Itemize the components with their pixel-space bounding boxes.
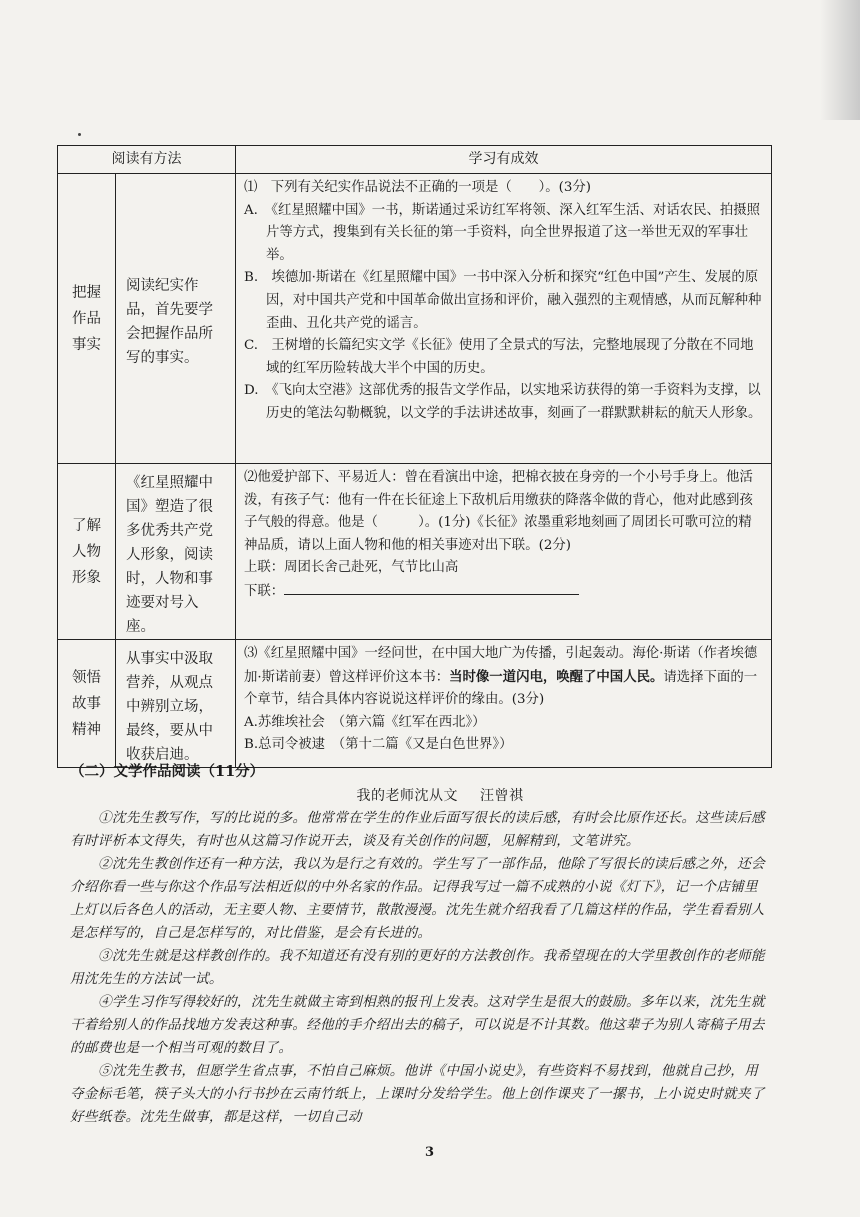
scan-speck <box>78 133 81 136</box>
header-result: 学习有成效 <box>236 146 772 174</box>
chapter-option-b: B.总司令被逮 （第十二篇《又是白色世界》） <box>244 737 513 753</box>
category-cell <box>58 464 116 640</box>
question-cell <box>236 640 772 768</box>
category-cell <box>58 640 116 768</box>
option-b: B. 埃德加·斯诺在《红星照耀中国》一书中深入分析和探究“红色中国”产生、发展的原因，对中国共产党和中国革命做出宣扬和评价，融入强烈的主观情感，从而瓦解种种歪曲、丑化共产党的谣言。 <box>244 270 762 331</box>
question-cell <box>236 174 772 464</box>
quote-bold: 当时像一道闪电，唤醒了中国人民。 <box>449 668 664 685</box>
page-number: 3 <box>425 1145 435 1160</box>
couplet-lower-label: 下联： <box>244 583 285 599</box>
category-line: 形象 <box>72 569 101 586</box>
category-line: 人物 <box>72 543 101 560</box>
question-cell <box>236 464 772 640</box>
method-description: 《红星照耀中国》塑造了很多优秀共产党人形象，阅读时，人物和事迹要对号入座。 <box>116 464 236 640</box>
option-d: D. 《飞向太空港》这部优秀的报告文学作品，以实地采访获得的第一手资料为支撑，以历史的笔法勾勒概貌，以文学的手法讲述故事，刻画了一群默默耕耘的航天人形象。 <box>244 383 762 421</box>
question-text-a: ⑶《红星照耀中国》一经问世，在中国大地广为传播，引起轰动。海伦·斯诺（作者埃德加·斯诺前妻）曾这样评价这本书： <box>244 646 758 685</box>
couplet-upper: 上联：周团长舍己赴死，气节比山高 <box>244 560 459 576</box>
table-row <box>58 174 772 464</box>
question-text: ⑵他爱护部下、平易近人：曾在看演出中途，把棉衣披在身旁的一个小号手身上。他活泼，有孩子气：他有一件在长征途上下敌机后用缴获的降落伞做的背心，他对此感到孩子气般的得意。他是（ ）。(1分)《长征》浓墨重彩地刻画了周团长可歌可泣的精神品质，请以上面人物和他的相关事迹对出下联。(2分) <box>244 470 753 553</box>
section-title: （二）文学作品阅读（11分） <box>70 763 265 780</box>
category-line: 把握 <box>72 284 101 301</box>
method-description: 从事实中汲取营养，从观点中辨别立场，最终，要从中收获启迪。 <box>116 640 236 768</box>
method-description: 阅读纪实作品，首先要学会把握作品所写的事实。 <box>116 174 236 464</box>
answer-blank[interactable] <box>284 580 579 595</box>
paragraph: ①沈先生教写作，写的比说的多。他常常在学生的作业后面写很长的读后感，有时会比原作还长。这些读后感有时评析本文得失，有时也从这篇习作说开去，谈及有关创作的问题，见解精到，文笔讲究。 <box>70 810 765 849</box>
article-title-text: 我的老师沈从文 <box>356 788 458 804</box>
table-header-row <box>58 146 772 174</box>
header-method: 阅读有方法 <box>58 146 236 174</box>
question-stem: ⑴ 下列有关纪实作品说法不正确的一项是（ ）。(3分) <box>244 180 592 195</box>
category-line: 作品 <box>72 310 101 327</box>
paragraph: ④学生习作写得较好的，沈先生就做主寄到相熟的报刊上发表。这对学生是很大的鼓励。多年以来，沈先生就干着给别人的作品找地方发表这种事。经他的手介绍出去的稿子，可以说是不计其数。他这辈子为别人寄稿子用去的邮费也是一个相当可观的数目了。 <box>70 994 765 1056</box>
chapter-option-a: A.苏维埃社会 （第六篇《红军在西北》） <box>244 714 486 730</box>
scan-edge-shadow <box>820 0 860 120</box>
literature-reading-section <box>70 760 770 1129</box>
article-title <box>110 785 770 805</box>
reading-method-table <box>57 145 772 768</box>
question-text <box>244 643 765 712</box>
couplet-lower <box>244 580 765 604</box>
table-row <box>58 640 772 768</box>
category-line: 了解 <box>72 517 101 534</box>
option-a: A. 《红星照耀中国》一书，斯诺通过采访红军将领、深入红军生活、对话农民、拍摄照片等方式，搜集到有关长征的第一手资料，向全世界报道了这一举世无双的军事壮举。 <box>244 202 761 263</box>
paragraph: ③沈先生就是这样教创作的。我不知道还有没有别的更好的方法教创作。我希望现在的大学里教创作的老师能用沈先生的方法试一试。 <box>70 948 765 987</box>
table-row <box>58 464 772 640</box>
paragraph: ⑤沈先生教书，但愿学生省点事，不怕自己麻烦。他讲《中国小说史》，有些资料不易找到，他就自己抄，用夺金标毛笔，筷子头大的小行书抄在云南竹纸上，上课时分发给学生。他上创作课夹了一摞书，上小说史时就夹了好些纸卷。沈先生做事，都是这样，一切自己动 <box>70 1063 765 1125</box>
category-line: 领悟 <box>72 669 101 686</box>
article-author: 汪曾祺 <box>480 788 524 804</box>
option-c: C. 王树增的长篇纪实文学《长征》使用了全景式的写法，完整地展现了分散在不同地域的红军历险转战大半个中国的历史。 <box>244 338 754 376</box>
paragraph: ②沈先生教创作还有一种方法，我以为是行之有效的。学生写了一部作品，他除了写很长的读后感之外，还会介绍你看一些与你这个作品写法相近似的中外名家的作品。记得我写过一篇不成熟的小说《灯下》，记一个店铺里上灯以后各色人的活动，无主要人物、主要情节，散散漫漫。沈先生就介绍我看了几篇这样的作品，学生看看别人是怎样写的，自己是怎样写的，对比借鉴，是会有长进的。 <box>70 856 765 941</box>
category-line: 精神 <box>72 721 101 738</box>
category-cell <box>58 174 116 464</box>
category-line: 事实 <box>72 336 101 353</box>
category-line: 故事 <box>72 695 101 712</box>
question-text-c: 请选择下面的一个章节，结合具体内容说说这样评价的缘由。(3分) <box>244 669 758 708</box>
